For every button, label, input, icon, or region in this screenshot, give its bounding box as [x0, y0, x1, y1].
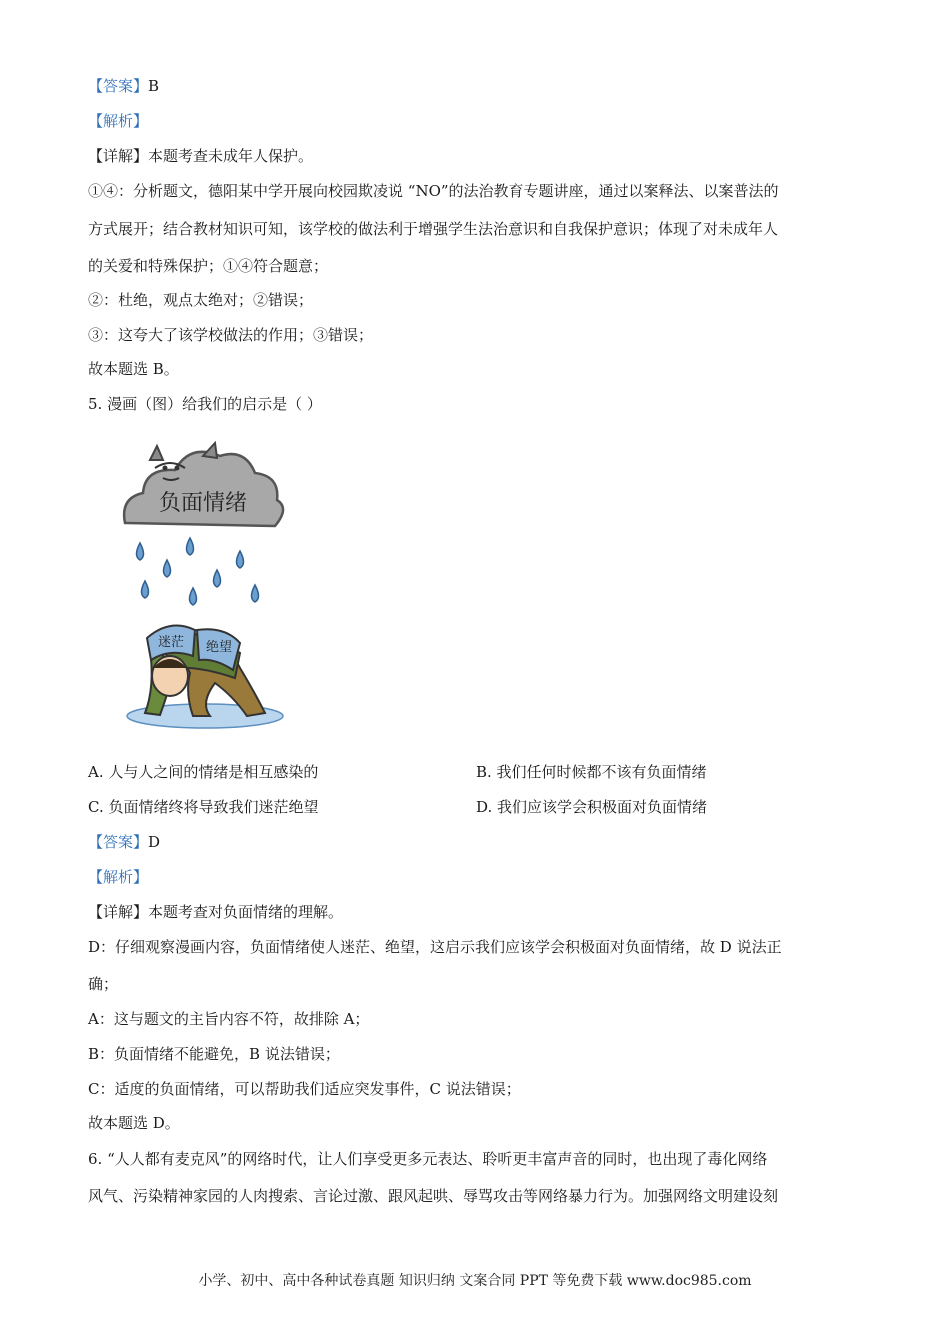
answer-tag: 【答案】: [88, 77, 149, 95]
option-b: B. 我们任何时候都不该有负面情绪: [476, 763, 707, 781]
explanation-paragraph: ②：杜绝，观点太绝对；②错误；: [88, 291, 314, 309]
question-stem: 风气、污染精神家园的人肉搜索、言论过激、跟风起哄、辱骂攻击等网络暴力行为。加强网络文明建设刻: [88, 1187, 779, 1205]
explanation-paragraph: C：适度的负面情绪，可以帮助我们适应突发事件，C 说法错误；: [88, 1080, 521, 1098]
explanation-paragraph: B：负面情绪不能避免，B 说法错误；: [88, 1045, 340, 1063]
option-d: D. 我们应该学会积极面对负面情绪: [476, 798, 708, 816]
question-stem: 6. “人人都有麦克风”的网络时代，让人们享受更多元表达、聆听更丰富声音的同时，也出现了毒化网络: [88, 1150, 768, 1168]
answer-value: D: [148, 833, 161, 851]
explanation-paragraph: 方式展开；结合教材知识可知，该学校的做法利于增强学生法治意识和自我保护意识；体现了对未成年人: [88, 220, 779, 238]
analysis-tag: 【解析】: [88, 868, 149, 886]
detail-tag: 【详解】: [88, 147, 149, 165]
explanation-paragraph: ③：这夸大了该学校做法的作用；③错误；: [88, 326, 374, 344]
explanation-paragraph: D：仔细观察漫画内容，负面情绪使人迷茫、绝望，这启示我们应该学会积极面对负面情绪，故 D 说法正: [88, 938, 782, 956]
page-footer: 小学、初中、高中各种试卷真题 知识归纳 文案合同 PPT 等免费下载 www.doc985.com: [198, 1273, 752, 1289]
conclusion: 故本题选 B。: [88, 360, 179, 378]
option-a: A. 人与人之间的情绪是相互感染的: [88, 763, 319, 781]
cloud-label: 负面情绪: [158, 491, 248, 516]
cloud-icon: [124, 443, 283, 526]
burden-label-left: 迷茫: [157, 635, 185, 650]
question-stem: 5. 漫画（图）给我们的启示是（ ）: [88, 395, 322, 413]
explanation-paragraph: 确；: [88, 975, 119, 993]
conclusion: 故本题选 D。: [88, 1114, 180, 1132]
explanation-paragraph: A：这与题文的主旨内容不符，故排除 A；: [88, 1010, 370, 1028]
detail-line: [88, 146, 870, 166]
answer-value: B: [148, 77, 160, 95]
answer-line: [88, 76, 870, 96]
explanation-paragraph: 的关爱和特殊保护；①④符合题意；: [88, 257, 329, 275]
detail-intro: 本题考查对负面情绪的理解。: [148, 903, 344, 921]
cartoon-image: [115, 438, 295, 738]
raindrops-icon: [137, 538, 259, 605]
analysis-tag: 【解析】: [88, 112, 149, 130]
answer-tag: 【答案】: [88, 833, 149, 851]
detail-line: [88, 902, 870, 922]
detail-tag: 【详解】: [88, 903, 149, 921]
option-c: C. 负面情绪终将导致我们迷茫绝望: [88, 798, 319, 816]
detail-intro: 本题考查未成年人保护。: [148, 147, 314, 165]
answer-line: [88, 832, 870, 852]
person-icon: [145, 626, 265, 717]
explanation-paragraph: ①④：分析题文，德阳某中学开展向校园欺凌说 “NO”的法治教育专题讲座，通过以案释法、以案普法的: [88, 182, 779, 200]
burden-label-right: 绝望: [205, 640, 233, 655]
